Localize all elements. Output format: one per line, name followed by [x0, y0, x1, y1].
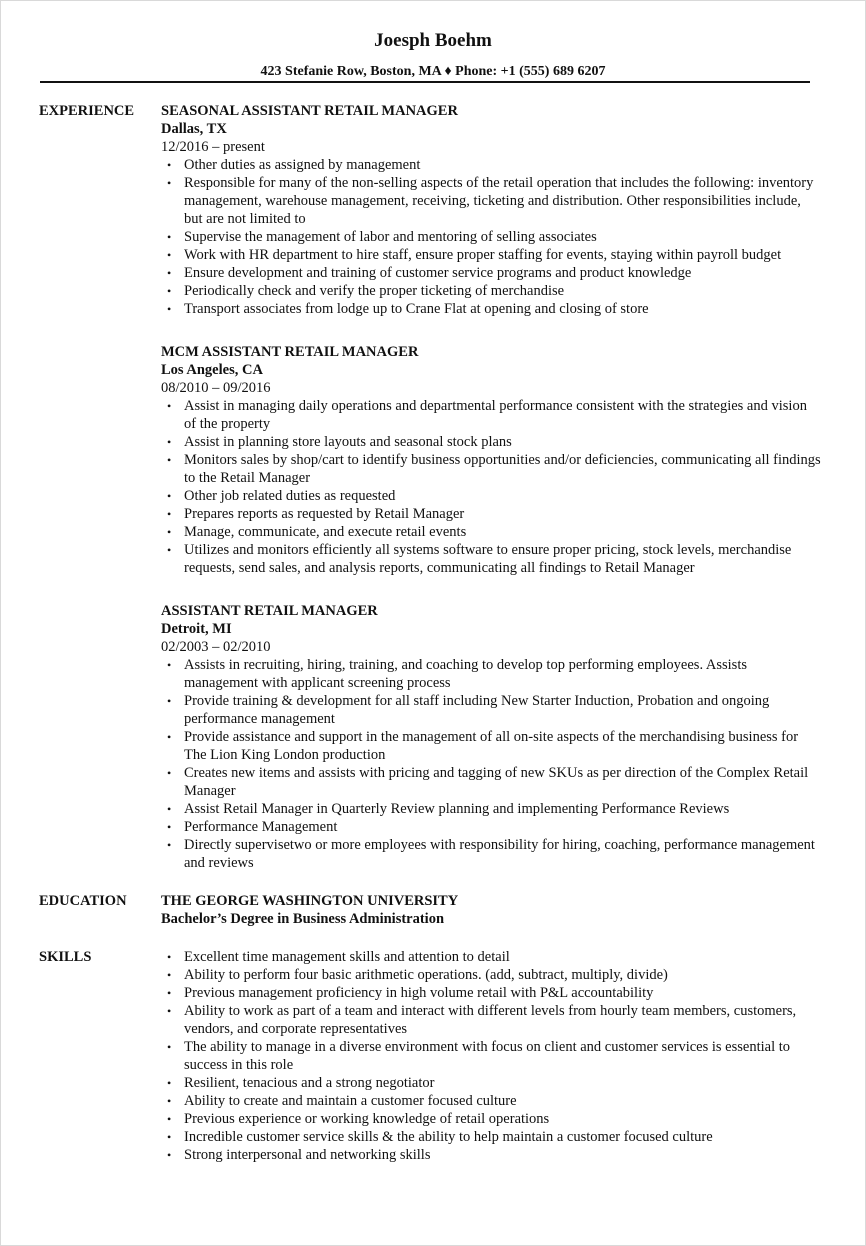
list-item [161, 1128, 821, 1146]
skill-text: Ability to work as part of a team and interact with different levels from hourly team members, customers, vendors, and corporate representatives [184, 1003, 797, 1037]
bullet-icon: • [167, 766, 172, 780]
job-bullets [161, 656, 821, 872]
bullet-text: Responsible for many of the non-selling aspects of the retail operation that includes the following: inventory management, warehouse management, receiving, ticketing and distribution. Other responsibilities include, but are not limited to [184, 175, 814, 227]
list-item [161, 836, 821, 872]
list-item [161, 800, 821, 818]
list-item [161, 1146, 821, 1164]
list-item [161, 523, 821, 541]
education-heading: EDUCATION [39, 893, 127, 909]
bullet-text: Provide assistance and support in the management of all on-site aspects of the merchandising business for The Lion King London production [184, 729, 799, 763]
list-item [161, 156, 821, 174]
bullet-text: Creates new items and assists with pricing and tagging of new SKUs as per direction of the Complex Retail Manager [184, 765, 809, 799]
list-item [161, 174, 821, 228]
job-title: SEASONAL ASSISTANT RETAIL MANAGER [161, 103, 458, 119]
bullet-icon: • [167, 1076, 172, 1090]
list-item [161, 1092, 821, 1110]
bullet-icon: • [167, 838, 172, 852]
list-item [161, 451, 821, 487]
list-item [161, 228, 821, 246]
bullet-icon: • [167, 950, 172, 964]
list-item [161, 397, 821, 433]
list-item [161, 728, 821, 764]
bullet-text: Transport associates from lodge up to Crane Flat at opening and closing of store [184, 301, 649, 317]
job-entry [161, 343, 821, 577]
bullet-text: Ensure development and training of customer service programs and product knowledge [184, 265, 692, 281]
bullet-icon: • [167, 986, 172, 1000]
bullet-icon: • [167, 230, 172, 244]
bullet-icon: • [167, 1094, 172, 1108]
experience-body [161, 102, 821, 897]
list-item [161, 1074, 821, 1092]
bullet-icon: • [167, 525, 172, 539]
skill-text: Excellent time management skills and attention to detail [184, 949, 510, 965]
school-name: THE GEORGE WASHINGTON UNIVERSITY [161, 893, 459, 909]
list-item [161, 692, 821, 728]
bullet-text: Assist in managing daily operations and departmental performance consistent with the strategies and vision of the property [184, 398, 807, 432]
bullet-text: Other job related duties as requested [184, 488, 396, 504]
skills-body [161, 948, 821, 1164]
bullet-icon: • [167, 1148, 172, 1162]
bullet-icon: • [167, 435, 172, 449]
bullet-text: Provide training & development for all staff including New Starter Induction, Probation and ongoing performance management [184, 693, 770, 727]
contact-line: 423 Stefanie Row, Boston, MA ♦ Phone: +1 (555) 689 6207 [260, 64, 606, 79]
bullet-text: Manage, communicate, and execute retail events [184, 524, 467, 540]
bullet-icon: • [167, 284, 172, 298]
list-item [161, 282, 821, 300]
job-bullets [161, 156, 821, 318]
list-item [161, 1038, 821, 1074]
bullet-text: Utilizes and monitors efficiently all systems software to ensure proper pricing, stock levels, merchandise requests, send sales, and analysis reports, communicating all findings to Retail Manager [184, 542, 792, 576]
bullet-icon: • [167, 302, 172, 316]
skill-text: Resilient, tenacious and a strong negotiator [184, 1075, 435, 1091]
bullet-icon: • [167, 658, 172, 672]
job-location: Detroit, MI [161, 621, 232, 637]
bullet-icon: • [167, 820, 172, 834]
list-item [161, 541, 821, 577]
job-title: MCM ASSISTANT RETAIL MANAGER [161, 344, 419, 360]
skill-text: Previous experience or working knowledge of retail operations [184, 1111, 550, 1127]
job-entry [161, 602, 821, 872]
bullet-text: Prepares reports as requested by Retail Manager [184, 506, 465, 522]
job-location: Dallas, TX [161, 121, 227, 137]
skills-heading: SKILLS [39, 949, 92, 965]
bullet-icon: • [167, 802, 172, 816]
bullet-icon: • [167, 158, 172, 172]
list-item [161, 818, 821, 836]
bullet-icon: • [167, 968, 172, 982]
list-item [161, 487, 821, 505]
list-item [161, 984, 821, 1002]
job-entry [161, 102, 821, 318]
skill-text: Previous management proficiency in high volume retail with P&L accountability [184, 985, 654, 1001]
bullet-icon: • [167, 1040, 172, 1054]
bullet-icon: • [167, 1112, 172, 1126]
job-dates: 08/2010 – 09/2016 [161, 380, 271, 396]
bullet-icon: • [167, 1004, 172, 1018]
bullet-text: Work with HR department to hire staff, ensure proper staffing for events, staying within payroll budget [184, 247, 782, 263]
bullet-icon: • [167, 399, 172, 413]
bullet-icon: • [167, 507, 172, 521]
bullet-icon: • [167, 453, 172, 467]
list-item [161, 433, 821, 451]
list-item [161, 764, 821, 800]
bullet-icon: • [167, 1130, 172, 1144]
bullet-text: Directly supervisetwo or more employees with responsibility for hiring, coaching, performance management and reviews [184, 837, 815, 871]
list-item [161, 656, 821, 692]
bullet-icon: • [167, 489, 172, 503]
candidate-name: Joesph Boehm [374, 30, 492, 51]
job-bullets [161, 397, 821, 577]
list-item [161, 264, 821, 282]
job-dates: 12/2016 – present [161, 139, 265, 155]
list-item [161, 246, 821, 264]
header-divider [40, 81, 810, 83]
bullet-icon: • [167, 694, 172, 708]
skill-text: Incredible customer service skills & the ability to help maintain a customer focused culture [184, 1129, 713, 1145]
skill-text: The ability to manage in a diverse environment with focus on client and customer services is essential to success in this role [184, 1039, 791, 1073]
bullet-text: Other duties as assigned by management [184, 157, 421, 173]
bullet-icon: • [167, 730, 172, 744]
list-item [161, 948, 821, 966]
bullet-icon: • [167, 248, 172, 262]
bullet-text: Performance Management [184, 819, 338, 835]
bullet-text: Assist in planning store layouts and seasonal stock plans [184, 434, 512, 450]
experience-heading: EXPERIENCE [39, 103, 135, 119]
skill-text: Ability to create and maintain a customer focused culture [184, 1093, 517, 1109]
education-body [161, 892, 821, 928]
bullet-text: Assist Retail Manager in Quarterly Review planning and implementing Performance Reviews [184, 801, 730, 817]
skill-text: Ability to perform four basic arithmetic operations. (add, subtract, multiply, divide) [184, 967, 668, 983]
list-item [161, 300, 821, 318]
list-item [161, 1002, 821, 1038]
bullet-text: Supervise the management of labor and mentoring of selling associates [184, 229, 597, 245]
skills-list [161, 948, 821, 1164]
bullet-text: Periodically check and verify the proper ticketing of merchandise [184, 283, 565, 299]
bullet-text: Monitors sales by shop/cart to identify business opportunities and/or deficiencies, communicating all findings to the Retail Manager [184, 452, 821, 486]
bullet-icon: • [167, 543, 172, 557]
job-location: Los Angeles, CA [161, 362, 263, 378]
bullet-text: Assists in recruiting, hiring, training, and coaching to develop top performing employees. Assists management with applicant screening process [184, 657, 747, 691]
list-item [161, 505, 821, 523]
job-title: ASSISTANT RETAIL MANAGER [161, 603, 378, 619]
bullet-icon: • [167, 176, 172, 190]
list-item [161, 1110, 821, 1128]
job-dates: 02/2003 – 02/2010 [161, 639, 271, 655]
skill-text: Strong interpersonal and networking skills [184, 1147, 431, 1163]
bullet-icon: • [167, 266, 172, 280]
degree-name: Bachelor’s Degree in Business Administration [161, 911, 445, 927]
list-item [161, 966, 821, 984]
